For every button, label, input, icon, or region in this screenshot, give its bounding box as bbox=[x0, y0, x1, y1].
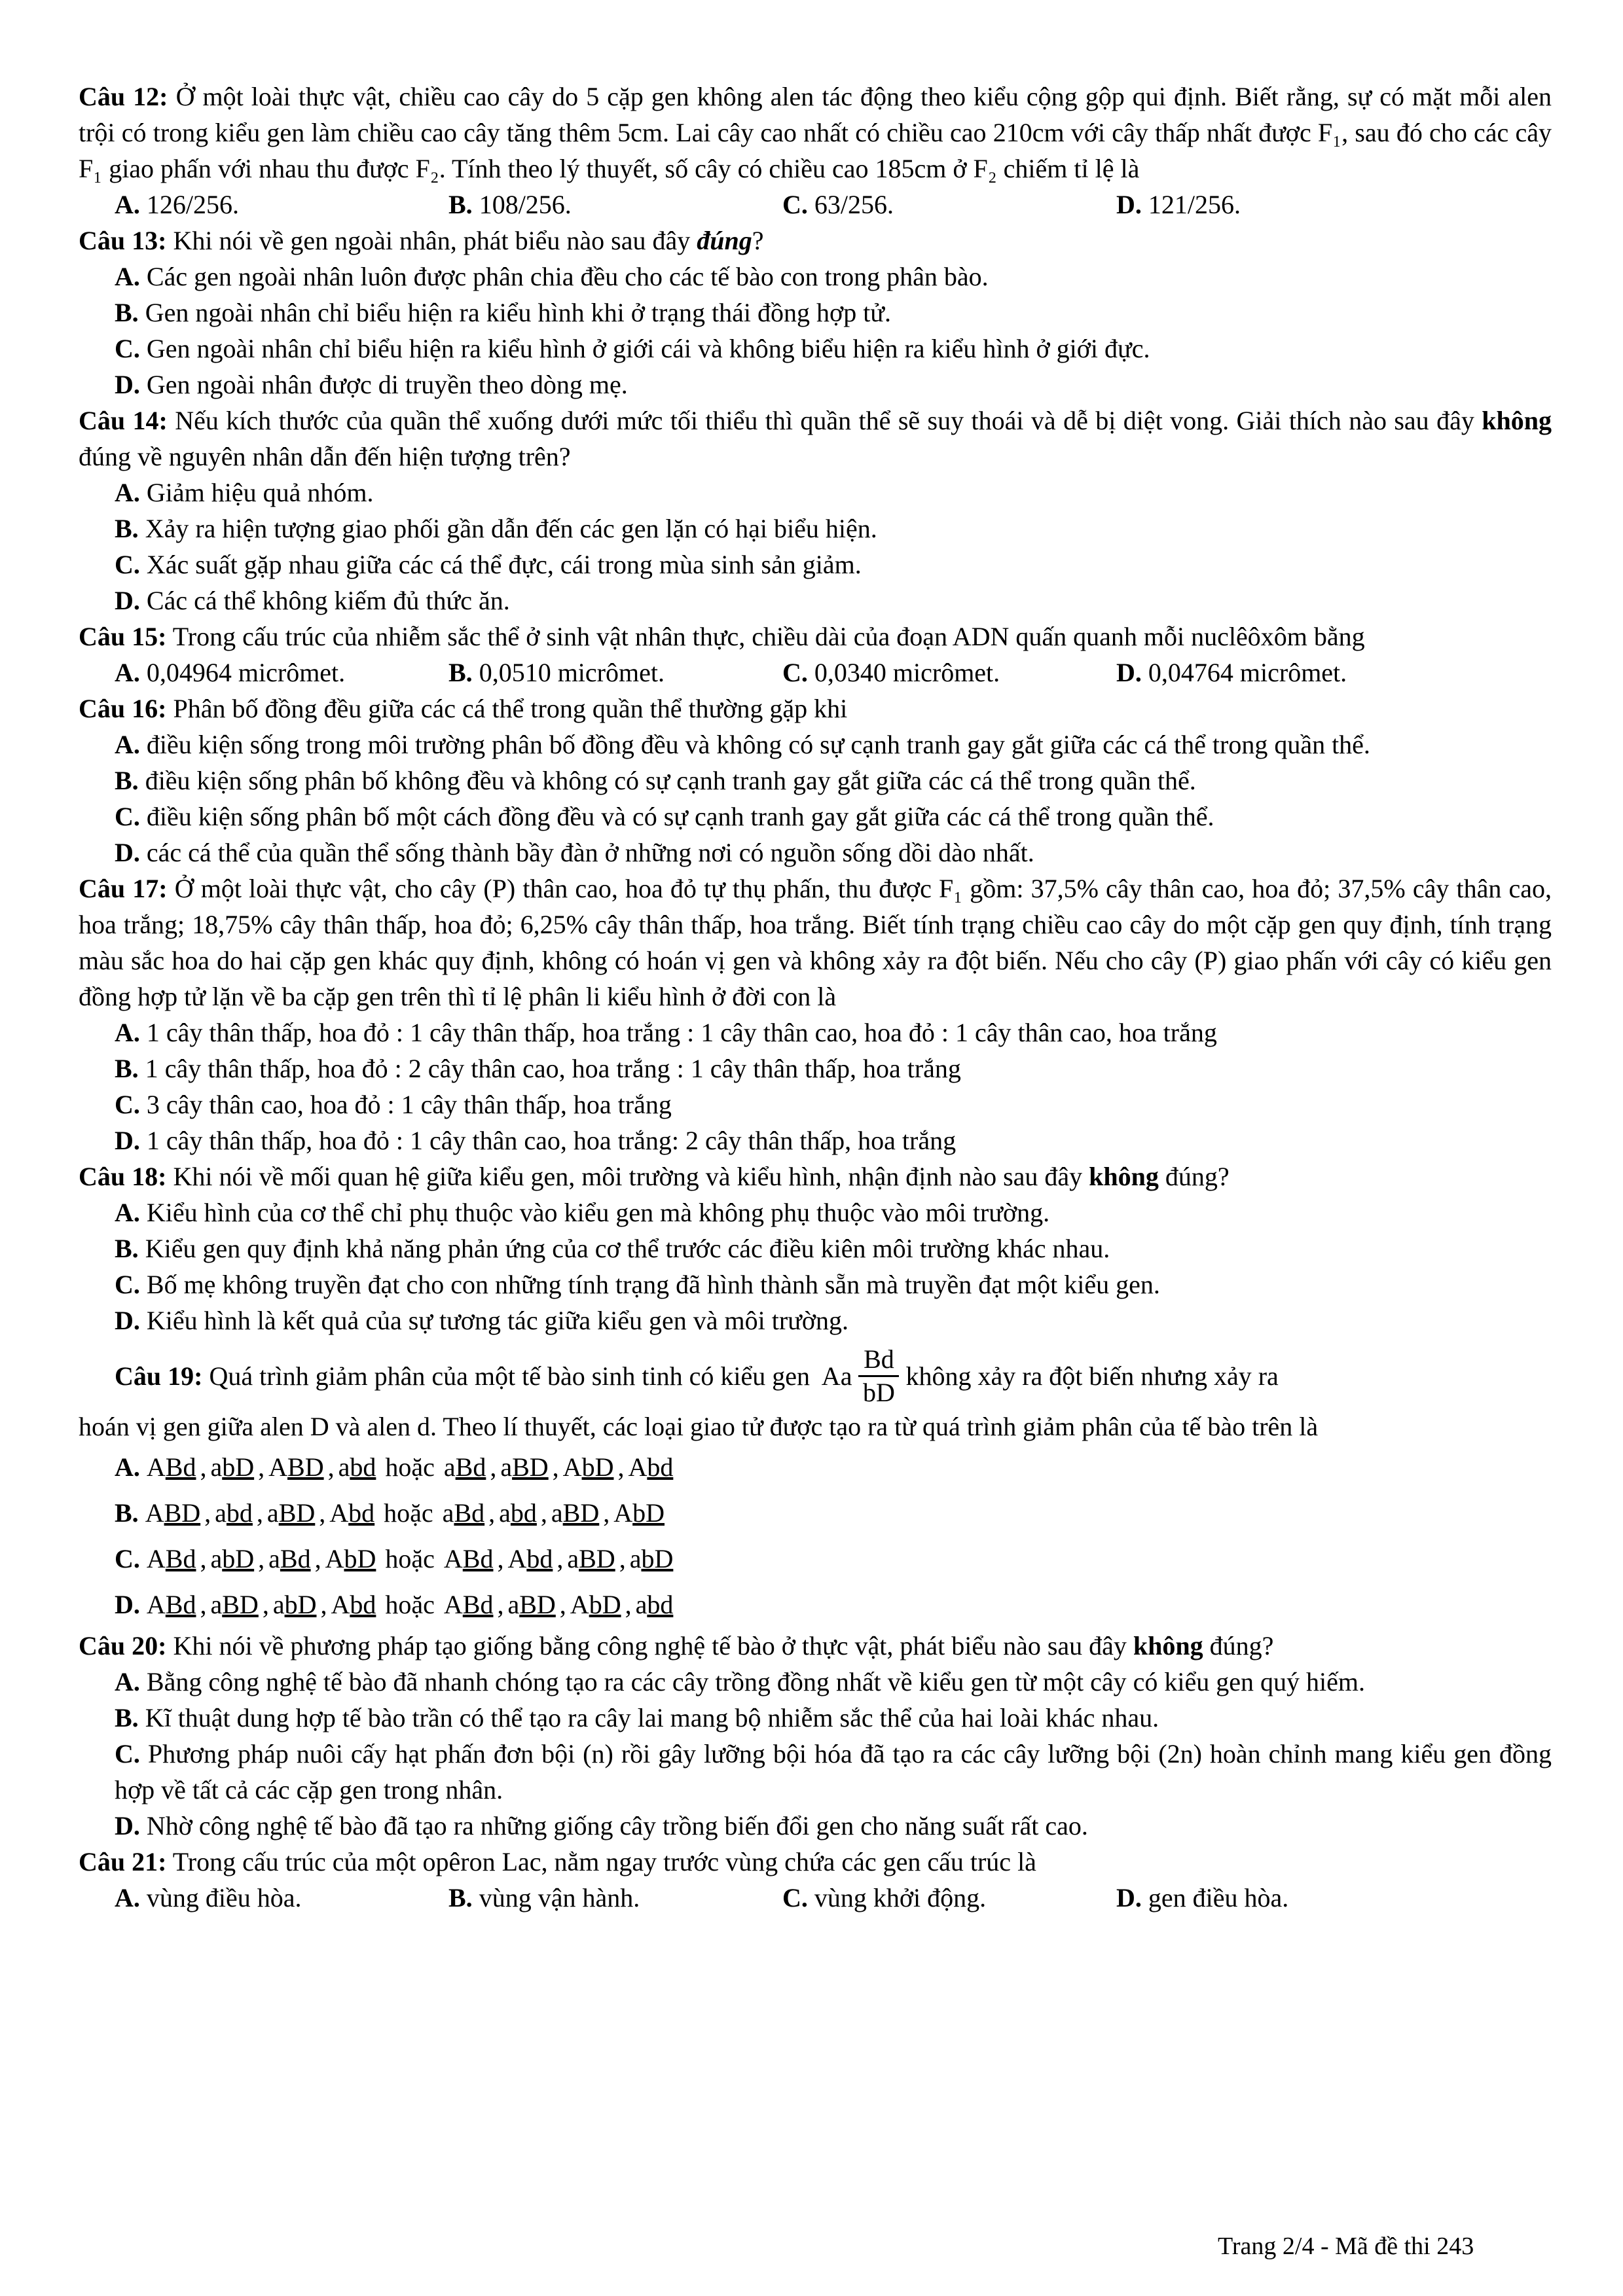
option-b[interactable]: B. 1 cây thân thấp, hoa đỏ : 2 cây thân cao, hoa trắng : 1 cây thân thấp, hoa trắng bbox=[115, 1054, 961, 1083]
gamete: ABd bbox=[146, 1452, 196, 1482]
option-a[interactable]: A. Kiểu hình của cơ thể chỉ phụ thuộc vào kiểu gen mà không phụ thuộc vào môi trường. bbox=[115, 1198, 1050, 1227]
or-word: hoặc bbox=[385, 1590, 435, 1619]
option-d[interactable]: D. ABd , aBD , abD , Abd hoặc ABd , aBD , AbD , abd bbox=[115, 1590, 674, 1619]
gamete: abD bbox=[210, 1452, 255, 1482]
genotype-fraction: $\frac{Bd}{bD}$ bbox=[858, 1344, 899, 1408]
option-c[interactable]: C. ABd , abD , aBd , AbD hoặc ABd , Abd , aBD , abD bbox=[115, 1544, 674, 1573]
option-a[interactable]: A. điều kiện sống trong môi trường phân bố đồng đều và không có sự cạnh tranh gay gắt giữa các cá thể trong quần thể. bbox=[115, 730, 1370, 759]
or-word: hoặc bbox=[385, 1452, 435, 1482]
option-c[interactable]: C. Xác suất gặp nhau giữa các cá thể đực, cái trong mùa sinh sản giảm. bbox=[115, 550, 862, 579]
option-c[interactable]: C. Phương pháp nuôi cấy hạt phấn đơn bội (n) rồi gây lưỡng bội hóa đã tạo ra các cây lưỡng bội (2n) hoàn chỉnh mang kiểu gen đồng hợp về tất cả các cặp gen trong nhân. bbox=[115, 1739, 1552, 1804]
or-word: hoặc bbox=[385, 1544, 435, 1573]
gamete: aBD bbox=[500, 1452, 549, 1482]
option-d[interactable]: D. 0,04764 micrômet. bbox=[1116, 658, 1347, 687]
option-a[interactable]: A. vùng điều hòa. bbox=[115, 1883, 302, 1912]
gamete: aBd bbox=[268, 1544, 311, 1573]
option-c[interactable]: C. 63/256. bbox=[782, 190, 894, 219]
option-b[interactable]: B. ABD , abd , aBD , Abd hoặc aBd , abd , aBD , AbD bbox=[115, 1498, 665, 1528]
option-d[interactable]: D. Các cá thể không kiếm đủ thức ăn. bbox=[115, 586, 510, 615]
gamete: abd bbox=[338, 1452, 376, 1482]
gamete: abd bbox=[499, 1498, 537, 1528]
gamete: AbD bbox=[562, 1452, 614, 1482]
option-d[interactable]: D. 121/256. bbox=[1116, 190, 1241, 219]
exam-page bbox=[79, 79, 1552, 1916]
option-b[interactable]: B. Xảy ra hiện tượng giao phối gần dẫn đến các gen lặn có hại biểu hiện. bbox=[115, 514, 877, 543]
option-c[interactable]: C. 3 cây thân cao, hoa đỏ : 1 cây thân thấp, hoa trắng bbox=[115, 1090, 672, 1119]
question-18: Câu 18: Khi nói về mối quan hệ giữa kiểu gen, môi trường và kiểu hình, nhận định nào sau đây không đúng? bbox=[79, 1162, 1230, 1191]
gamete: abd bbox=[635, 1590, 674, 1619]
gamete: ABd bbox=[146, 1590, 196, 1619]
gamete: AbD bbox=[613, 1498, 665, 1528]
gamete: aBd bbox=[443, 1452, 486, 1482]
gamete: abd bbox=[215, 1498, 253, 1528]
option-d[interactable]: D. Nhờ công nghệ tế bào đã tạo ra những giống cây trồng biến đổi gen cho năng suất rất cao. bbox=[115, 1811, 1088, 1840]
question-label: Câu 12: bbox=[79, 82, 168, 111]
page-footer: Trang 2/4 - Mã đề thi 243 bbox=[1218, 2233, 1474, 2260]
option-key: A. bbox=[115, 1452, 147, 1482]
gamete: aBd bbox=[442, 1498, 485, 1528]
gamete: aBD bbox=[507, 1590, 556, 1619]
option-d[interactable]: D. 1 cây thân thấp, hoa đỏ : 1 cây thân cao, hoa trắng: 2 cây thân thấp, hoa trắng bbox=[115, 1126, 957, 1155]
gamete: ABD bbox=[268, 1452, 324, 1482]
gamete: ABd bbox=[443, 1544, 494, 1573]
gamete: abD bbox=[210, 1544, 255, 1573]
gamete: ABd bbox=[146, 1544, 196, 1573]
question-19: Câu 19: Quá trình giảm phân của một tế bào sinh tinh có kiểu gen Aa $\frac{Bd}{bD}$ không xảy ra đột biến nhưng xảy ra bbox=[115, 1344, 1279, 1407]
gamete: abD bbox=[272, 1590, 317, 1619]
option-b[interactable]: B. vùng vận hành. bbox=[448, 1883, 640, 1912]
gamete: Abd bbox=[507, 1544, 553, 1573]
gamete: AbD bbox=[325, 1544, 376, 1573]
question-13: Câu 13: Khi nói về gen ngoài nhân, phát biểu nào sau đây đúng? bbox=[79, 226, 764, 255]
option-b[interactable]: B. 0,0510 micrômet. bbox=[448, 658, 665, 687]
question-16: Câu 16: Phân bố đồng đều giữa các cá thể trong quần thể thường gặp khi bbox=[79, 694, 848, 723]
or-word: hoặc bbox=[384, 1498, 433, 1528]
option-a[interactable]: A. Giảm hiệu quả nhóm. bbox=[115, 478, 374, 507]
option-a[interactable]: A. 126/256. bbox=[115, 190, 240, 219]
option-d[interactable]: D. các cá thể của quần thể sống thành bầy đàn ở những nơi có nguồn sống dồi dào nhất. bbox=[115, 838, 1034, 867]
gamete: aBD bbox=[551, 1498, 600, 1528]
option-b[interactable]: B. 108/256. bbox=[448, 190, 572, 219]
option-key: D. bbox=[115, 1590, 147, 1619]
option-d[interactable]: D. Kiểu hình là kết quả của sự tương tác giữa kiểu gen và môi trường. bbox=[115, 1306, 848, 1335]
question-20: Câu 20: Khi nói về phương pháp tạo giống bằng công nghệ tế bào ở thực vật, phát biểu nào sau đây không đúng? bbox=[79, 1631, 1274, 1660]
question-15: Câu 15: Trong cấu trúc của nhiễm sắc thể ở sinh vật nhân thực, chiều dài của đoạn ADN quấn quanh mỗi nuclêôxôm bằng bbox=[79, 622, 1365, 651]
option-c[interactable]: C. Bố mẹ không truyền đạt cho con những tính trạng đã hình thành sẵn mà truyền đạt một kiểu gen. bbox=[115, 1270, 1160, 1299]
option-c[interactable]: C. điều kiện sống phân bố một cách đồng đều và có sự cạnh tranh gay gắt giữa các cá thể trong quần thể. bbox=[115, 802, 1214, 831]
option-c[interactable]: C. vùng khởi động. bbox=[782, 1883, 987, 1912]
option-c[interactable]: C. Gen ngoài nhân chỉ biểu hiện ra kiểu hình ở giới cái và không biểu hiện ra kiểu hình ở giới đực. bbox=[115, 334, 1150, 363]
gamete: abD bbox=[629, 1544, 674, 1573]
option-key: B. bbox=[115, 1498, 145, 1528]
question-stem: Ở một loài thực vật, chiều cao cây do 5 cặp gen không alen tác động theo kiểu cộng gộp qui định. Biết rằng, sự có mặt mỗi alen trội có trong kiểu gen làm chiều cao cây tăng thêm 5cm. Lai cây cao nhất có chiều cao 210cm với cây thấp nhất được F₁, sau đó cho các cây F₁ giao phấn với nhau thu được F₂. Tính theo lý thuyết, số cây có chiều cao 185cm ở F₂ chiếm tỉ lệ là bbox=[79, 82, 1552, 183]
option-b[interactable]: B. Gen ngoài nhân chỉ biểu hiện ra kiểu hình khi ở trạng thái đồng hợp tử. bbox=[115, 298, 891, 327]
question-21: Câu 21: Trong cấu trúc của một opêron Lac, nằm ngay trước vùng chứa các gen cấu trúc là bbox=[79, 1847, 1036, 1876]
options-row bbox=[79, 187, 1552, 223]
gamete: Abd bbox=[331, 1590, 376, 1619]
gamete: aBD bbox=[567, 1544, 615, 1573]
option-a[interactable]: A. ABd , abD , ABD , abd hoặc aBd , aBD , AbD , Abd bbox=[115, 1452, 674, 1482]
gamete: Abd bbox=[329, 1498, 375, 1528]
options-row bbox=[79, 1880, 1552, 1916]
gamete: AbD bbox=[570, 1590, 621, 1619]
question-19-continued: hoán vị gen giữa alen D và alen d. Theo lí thuyết, các loại giao tử được tạo ra từ quá trình giảm phân của tế bào trên là bbox=[79, 1412, 1319, 1441]
option-b[interactable]: B. Kĩ thuật dung hợp tế bào trần có thể tạo ra cây lai mang bộ nhiễm sắc thể của hai loài khác nhau. bbox=[115, 1703, 1159, 1732]
q19-options bbox=[79, 1444, 1552, 1628]
gamete: aBD bbox=[210, 1590, 259, 1619]
option-a[interactable]: A. 1 cây thân thấp, hoa đỏ : 1 cây thân thấp, hoa trắng : 1 cây thân cao, hoa đỏ : 1 cây thân cao, hoa trắng bbox=[115, 1018, 1217, 1047]
question-12 bbox=[79, 79, 1552, 187]
question-14: Câu 14: Nếu kích thước của quần thể xuống dưới mức tối thiểu thì quần thể sẽ suy thoái và dễ bị diệt vong. Giải thích nào sau đây không đúng về nguyên nhân dẫn đến hiện tượng trên? bbox=[79, 406, 1552, 471]
option-a[interactable]: A. Bằng công nghệ tế bào đã nhanh chóng tạo ra các cây trồng đồng nhất về kiểu gen từ một cây có kiểu gen quý hiếm. bbox=[115, 1667, 1365, 1696]
option-b[interactable]: B. Kiểu gen quy định khả năng phản ứng của cơ thể trước các điều kiên môi trường khác nhau. bbox=[115, 1234, 1110, 1263]
options-row bbox=[79, 655, 1552, 691]
gamete: aBD bbox=[266, 1498, 316, 1528]
option-b[interactable]: B. điều kiện sống phân bố không đều và không có sự cạnh tranh gay gắt giữa các cá thể trong quần thể. bbox=[115, 766, 1196, 795]
gamete: ABd bbox=[443, 1590, 494, 1619]
option-key: C. bbox=[115, 1544, 147, 1573]
option-a[interactable]: A. Các gen ngoài nhân luôn được phân chia đều cho các tế bào con trong phân bào. bbox=[115, 262, 989, 291]
question-17: Câu 17: Ở một loài thực vật, cho cây (P) thân cao, hoa đỏ tự thụ phấn, thu được F₁ gồm: 37,5% cây thân cao, hoa đỏ; 37,5% cây thân cao, hoa trắng; 18,75% cây thân thấp, hoa đỏ; 6,25% cây thân thấp, hoa trắng. Biết tính trạng chiều cao cây do một cặp gen quy định, tính trạng màu sắc hoa do hai cặp gen khác quy định, không có hoán vị gen và không xảy ra đột biến. Nếu cho cây (P) giao phấn với cây có kiểu gen đồng hợp tử lặn về ba cặp gen trên thì tỉ lệ phân li kiểu hình ở đời con là bbox=[79, 874, 1552, 1011]
option-c[interactable]: C. 0,0340 micrômet. bbox=[782, 658, 1000, 687]
gamete: Abd bbox=[628, 1452, 674, 1482]
gamete: ABD bbox=[145, 1498, 201, 1528]
option-a[interactable]: A. 0,04964 micrômet. bbox=[115, 658, 346, 687]
option-d[interactable]: D. Gen ngoài nhân được di truyền theo dòng mẹ. bbox=[115, 370, 628, 399]
option-d[interactable]: D. gen điều hòa. bbox=[1116, 1883, 1289, 1912]
